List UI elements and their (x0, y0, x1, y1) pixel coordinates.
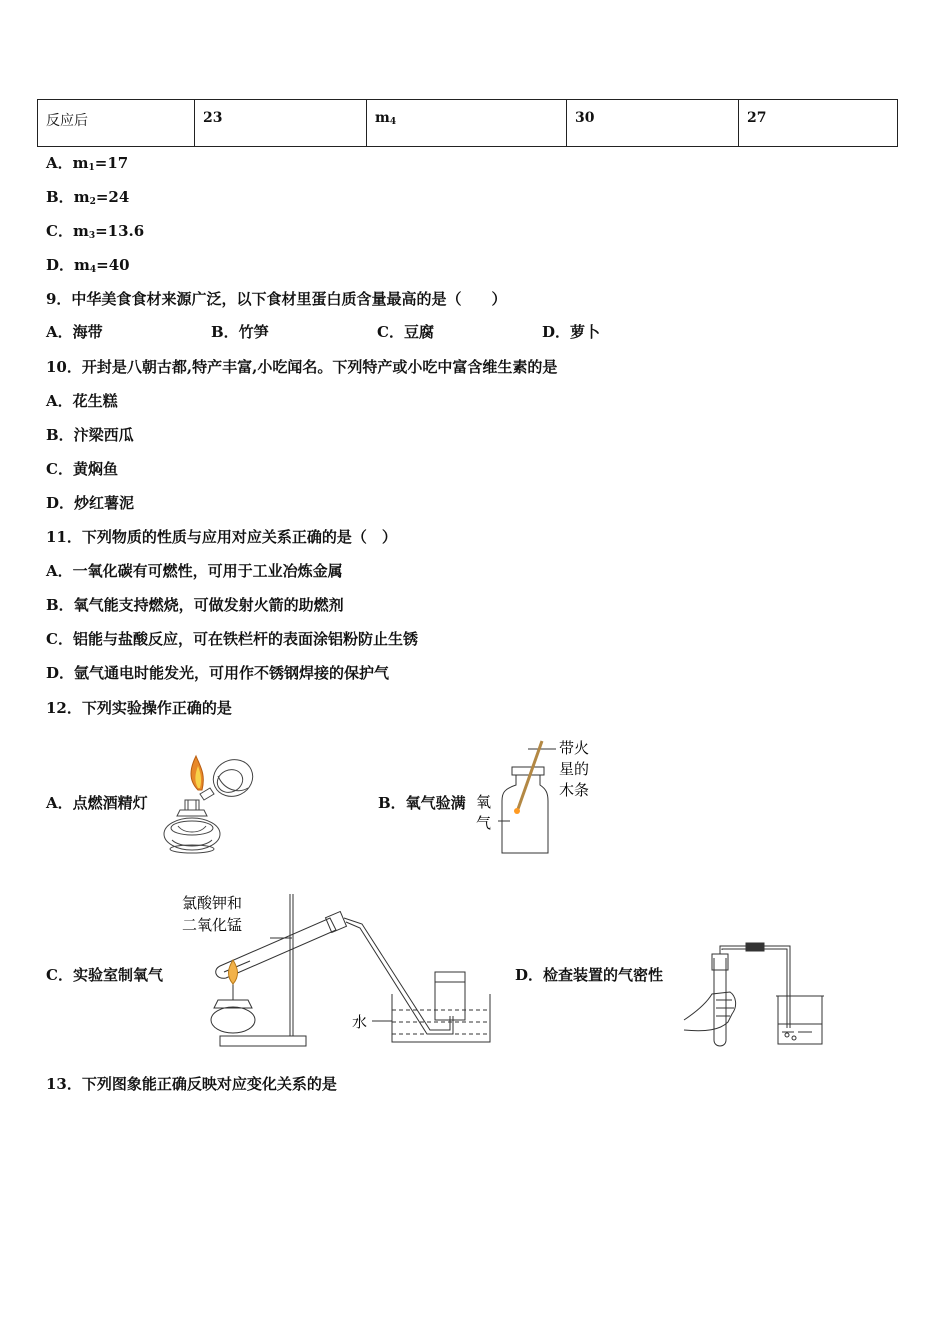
q9-option-b: B．竹笋 (211, 323, 269, 341)
reagent-label-1: 氯酸钾和 (182, 894, 243, 912)
q11-option-c: C．铝能与盐酸反应，可在铁栏杆的表面涂铝粉防止生锈 (46, 630, 418, 648)
q8-option-b: B．$m_2=24$ (46, 188, 130, 207)
q8-option-a: A．$m_1=17$ (46, 154, 129, 173)
q10-option-c: C．黄焖鱼 (46, 460, 118, 478)
water-label: 水 (352, 1013, 368, 1031)
q9-options (46, 321, 746, 341)
figure-c-oxygen-apparatus (180, 888, 495, 1053)
q10-option-a: A．花生糕 (46, 392, 118, 410)
q11-option-b: B．氧气能支持燃烧，可做发射火箭的助燃剂 (46, 596, 344, 614)
q13-stem: 13．下列图象能正确反映对应变化关系的是 (46, 1075, 337, 1093)
reagent-label-2: 二氧化锰 (182, 916, 243, 934)
splint-label-1: 带火 (559, 739, 590, 757)
q9-stem: 9．中华美食食材来源广泛，以下食材里蛋白质含量最高的是（ ） (46, 290, 507, 308)
table-cell: 23 (195, 100, 367, 147)
q10-option-b: B．汴梁西瓜 (46, 426, 134, 444)
table-row (38, 100, 898, 147)
q11-stem: 11．下列物质的性质与应用对应关系正确的是（ ） (46, 528, 397, 546)
q9-option-c: C．豆腐 (377, 323, 434, 341)
gas-label-1: 氧 (476, 793, 492, 811)
q10-stem: 10．开封是八朝古都,特产丰富,小吃闻名。下列特产或小吃中富含维生素的是 (46, 358, 558, 376)
q12-option-b: B．氧气验满 (378, 794, 466, 812)
table-row-label: 反应后 (38, 100, 195, 147)
splint-label-3: 木条 (559, 781, 590, 799)
figure-d-airtightness-check (682, 940, 832, 1052)
q9-option-a: A．海带 (46, 323, 103, 341)
data-table (37, 99, 898, 147)
q8-option-d: D．$m_4=40$ (46, 256, 130, 275)
q11-option-a: A．一氧化碳有可燃性，可用于工业冶炼金属 (46, 562, 343, 580)
figure-b-oxygen-bottle (470, 735, 605, 857)
gas-label-2: 气 (476, 814, 492, 832)
q8-option-c: C．$m_3=13.6$ (46, 222, 145, 241)
q12-option-c: C．实验室制氧气 (46, 966, 163, 984)
splint-label-2: 星的 (559, 760, 590, 778)
q11-option-d: D．氩气通电时能发光，可用作不锈钢焊接的保护气 (46, 664, 390, 682)
figure-a-alcohol-lamps (158, 748, 263, 858)
q12-option-d: D．检查装置的气密性 (515, 966, 664, 984)
q9-option-d: D．萝卜 (542, 323, 601, 341)
q12-stem: 12．下列实验操作正确的是 (46, 699, 232, 717)
q10-option-d: D．炒红薯泥 (46, 494, 135, 512)
q12-option-a: A．点燃酒精灯 (46, 794, 148, 812)
table-cell: $m_4$ (367, 100, 567, 147)
table-cell: 27 (739, 100, 898, 147)
table-cell: 30 (567, 100, 739, 147)
